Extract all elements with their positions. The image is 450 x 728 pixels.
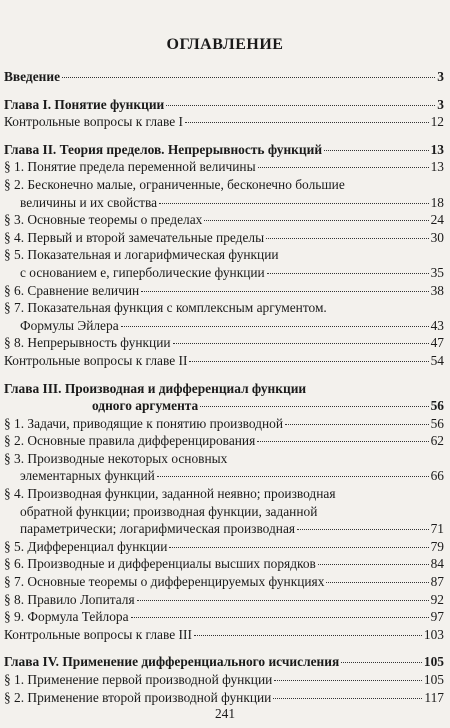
toc-chapter-2: Глава II. Теория пределов. Непрерывность функций 13 [4, 141, 444, 157]
toc-chapter-1: Глава I. Понятие функции 3 [4, 96, 444, 112]
toc-section: § 8. Правило Лопиталя 92 [4, 591, 444, 607]
table-of-contents [4, 68, 444, 706]
toc-section: § 8. Непрерывность функции 47 [4, 335, 444, 351]
toc-chapter-3: одного аргумента 56 [92, 398, 444, 414]
page-number: 241 [214, 706, 236, 721]
toc-review-chapter-1: Контрольные вопросы к главе I 12 [4, 114, 444, 130]
toc-section: § 9. Формула Тейлора 97 [4, 609, 444, 625]
toc-section-line: § 3. Производные некоторых основных [4, 450, 228, 466]
toc-section: величины и их свойства 18 [20, 194, 444, 210]
toc-section-line: § 5. Показательная и логарифмическая функции [4, 247, 279, 263]
toc-section: § 3. Основные теоремы о пределах 24 [4, 212, 444, 228]
toc-section: с основанием e, гиперболические функции 35 [20, 264, 444, 280]
toc-section: § 2. Основные правила дифференцирования 62 [4, 433, 444, 449]
toc-section-line: § 4. Производная функции, заданной неявно; производная [4, 486, 336, 502]
toc-section: § 7. Основные теоремы о дифференцируемых функциях 87 [4, 574, 444, 590]
toc-chapter-4: Глава IV. Применение дифференциального исчисления 105 [4, 654, 444, 670]
toc-section: § 2. Применение второй производной функции 117 [4, 689, 444, 705]
toc-section-line: обратной функции; производная функции, заданной [20, 503, 318, 519]
page-title: ОГЛАВЛЕНИЕ [166, 36, 284, 53]
toc-section-line: § 7. Показательная функция с комплексным аргументом. [4, 300, 327, 316]
toc-section: параметрически; логарифмическая производная 71 [20, 521, 444, 537]
toc-section: § 5. Дифференциал функции 79 [4, 538, 444, 554]
toc-section: элементарных функций 66 [20, 468, 444, 484]
toc-section: § 1. Понятие предела переменной величины 13 [4, 159, 444, 175]
toc-section: § 1. Применение первой производной функции 105 [4, 672, 444, 687]
toc-section: § 6. Сравнение величин 38 [4, 282, 444, 298]
toc-section-line: § 2. Бесконечно малые, ограниченные, бесконечно большие [4, 176, 345, 192]
toc-section: Формулы Эйлера 43 [20, 317, 444, 333]
toc-review-chapter-2: Контрольные вопросы к главе II 54 [4, 352, 444, 368]
toc-section: § 4. Первый и второй замечательные пределы 30 [4, 229, 444, 245]
toc-review-chapter-3: Контрольные вопросы к главе III 103 [4, 626, 444, 642]
toc-section: § 6. Производные и дифференциалы высших порядков 84 [4, 556, 444, 572]
toc-entry-introduction: Введение 3 [4, 69, 444, 84]
toc-chapter-3-line: Глава III. Производная и дифференциал функции [4, 380, 307, 396]
toc-section: § 1. Задачи, приводящие к понятию производной 56 [4, 415, 444, 431]
